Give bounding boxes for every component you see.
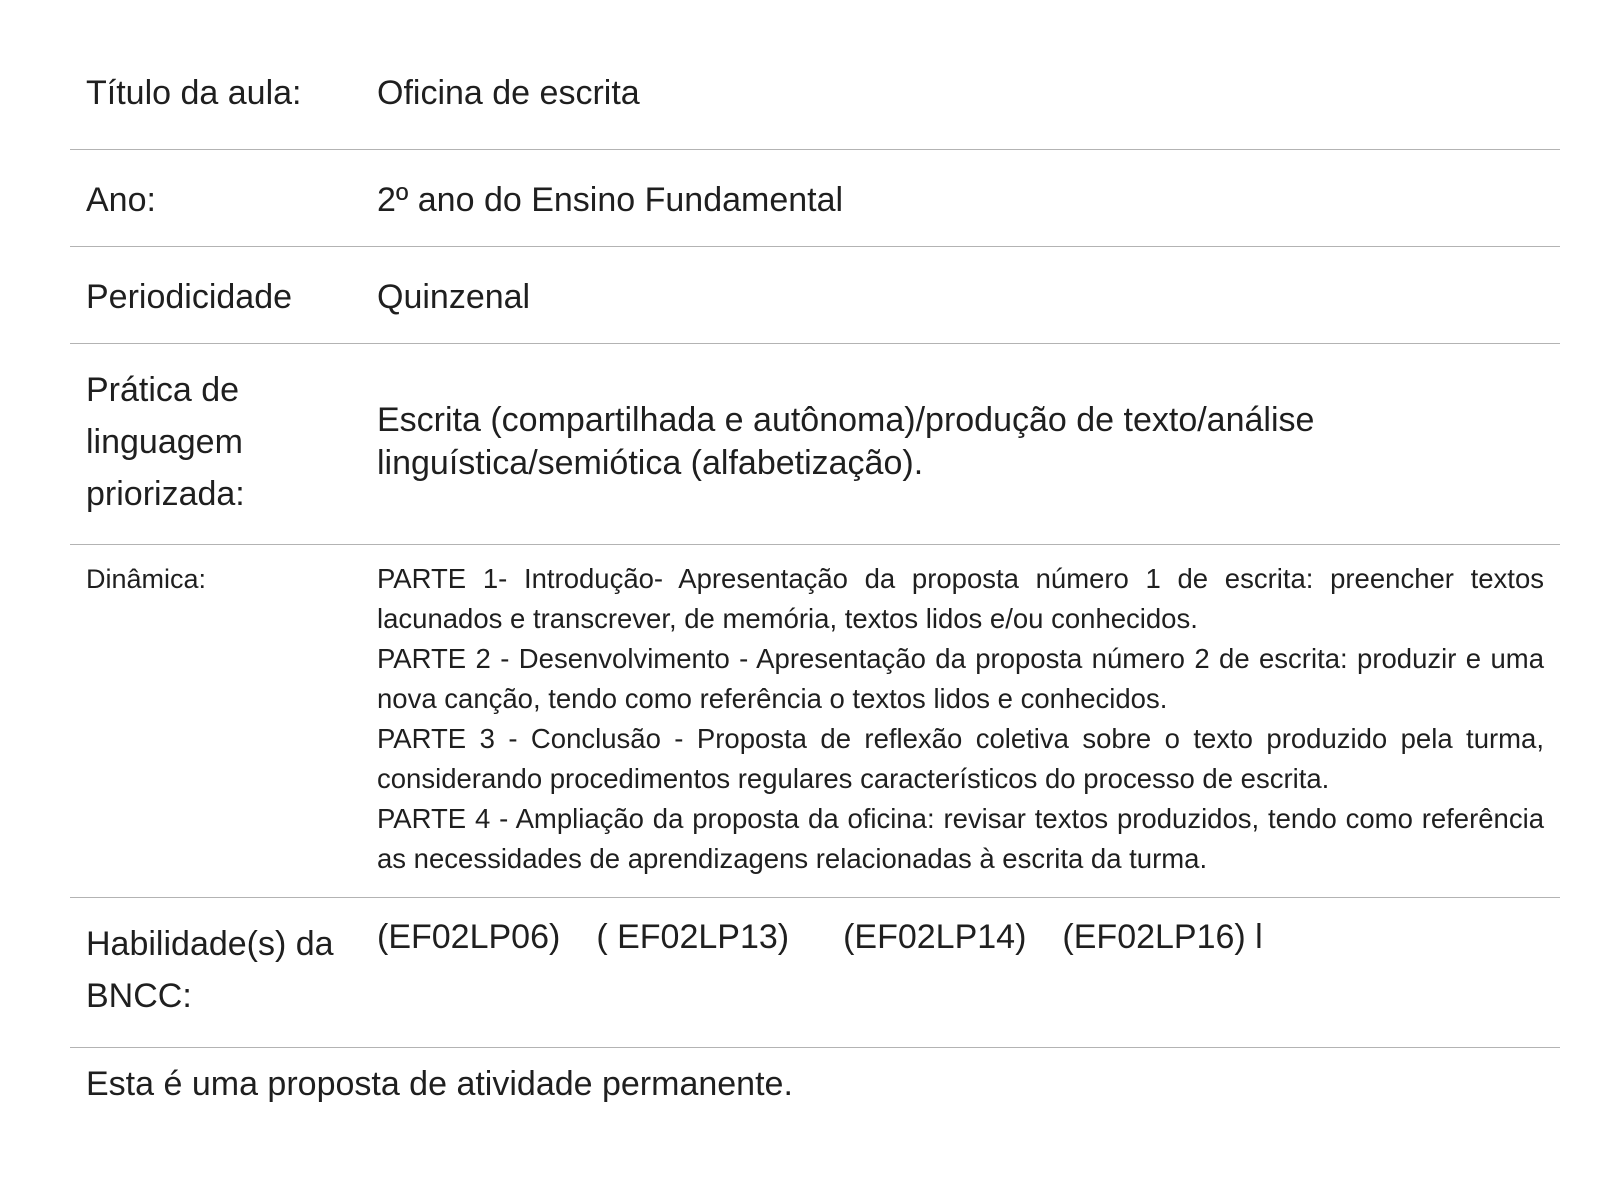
periodicidade-label: Periodicidade xyxy=(86,278,293,316)
row-periodicidade xyxy=(70,247,1560,344)
habilidades-codes xyxy=(377,916,1560,1047)
dinamica-parte-2: PARTE 2 - Desenvolvimento - Apresentação da proposta número 2 de escrita: produzir e uma nova canção, tendo como referência o textos lidos e conhecidos. xyxy=(377,643,1544,714)
dinamica-label: Dinâmica: xyxy=(86,564,207,594)
habilidade-code: (EF02LP14) xyxy=(843,918,1027,956)
row-ano xyxy=(70,150,1560,247)
row-habilidades xyxy=(70,898,1560,1048)
ano-label: Ano: xyxy=(86,181,156,219)
dinamica-value xyxy=(377,559,1560,897)
footer-note: Esta é uma proposta de atividade permanente. xyxy=(86,1065,793,1103)
ano-value: 2º ano do Ensino Fundamental xyxy=(377,181,844,219)
dinamica-parte-3: PARTE 3 - Conclusão - Proposta de reflexão coletiva sobre o texto produzido pela turma, considerando procedimentos regulares característicos do processo de escrita. xyxy=(377,723,1544,794)
dinamica-parte-4: PARTE 4 - Ampliação da proposta da oficina: revisar textos produzidos, tendo como referência as necessidades de aprendizagens relacionadas à escrita da turma. xyxy=(377,803,1544,874)
habilidades-label: Habilidade(s) da BNCC: xyxy=(86,925,334,1015)
row-titulo xyxy=(70,40,1560,150)
titulo-label: Título da aula: xyxy=(86,74,302,112)
pratica-label: Prática de linguagem priorizada: xyxy=(86,371,245,513)
row-dinamica xyxy=(70,545,1560,898)
periodicidade-value: Quinzenal xyxy=(377,278,531,316)
pratica-value-cell xyxy=(377,364,1560,544)
row-pratica xyxy=(70,344,1560,545)
dinamica-parte-1: PARTE 1- Introdução- Apresentação da proposta número 1 de escrita: preencher textos lacunados e transcrever, de memória, textos lidos e/ou conhecidos. xyxy=(377,563,1544,634)
habilidade-code: ( EF02LP13) xyxy=(596,918,790,956)
pratica-value: Escrita (compartilhada e autônoma)/produção de texto/análise linguística/semiótica (alfabetização). xyxy=(377,401,1315,482)
titulo-value: Oficina de escrita xyxy=(377,74,640,112)
lesson-plan-table xyxy=(70,40,1560,1110)
habilidade-code: (EF02LP16) l xyxy=(1062,918,1263,956)
habilidade-code: (EF02LP06) xyxy=(377,918,561,956)
